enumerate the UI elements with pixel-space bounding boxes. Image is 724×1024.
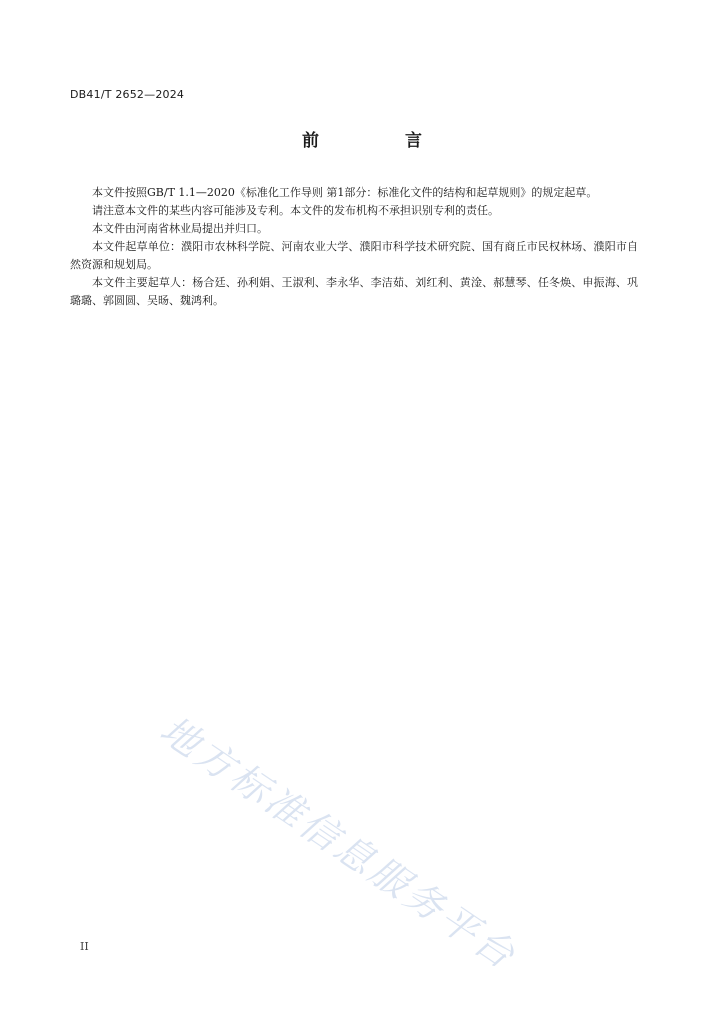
paragraph-patent-notice: 请注意本文件的某些内容可能涉及专利。本文件的发布机构不承担识别专利的责任。 (92, 204, 499, 217)
paragraph-proposer: 本文件由河南省林业局提出并归口。 (92, 222, 268, 235)
paragraph-drafting-units: 本文件起草单位：濮阳市农林科学院、河南农业大学、濮阳市科学技术研究院、国有商丘市民权林场、濮阳市自然资源和规划局。 (70, 240, 638, 271)
paragraph-drafters: 本文件主要起草人：杨合廷、孙利娟、王淑利、李永华、李洁茹、刘红利、黄淦、郝慧琴、任冬焕、申振海、巩璐璐、郭圆圆、吴旸、魏鸿利。 (70, 276, 638, 307)
document-code: DB41/T 2652—2024 (70, 88, 185, 101)
watermark: 地方标准信息服务平台 (152, 707, 526, 979)
page-title: 前 言 (302, 131, 462, 151)
paragraph-drafting-standard: 本文件按照GB/T 1.1—2020《标准化工作导则 第1部分：标准化文件的结构和起草规则》的规定起草。 (92, 186, 598, 199)
page-number: II (80, 940, 89, 953)
foreword-body (70, 184, 638, 310)
